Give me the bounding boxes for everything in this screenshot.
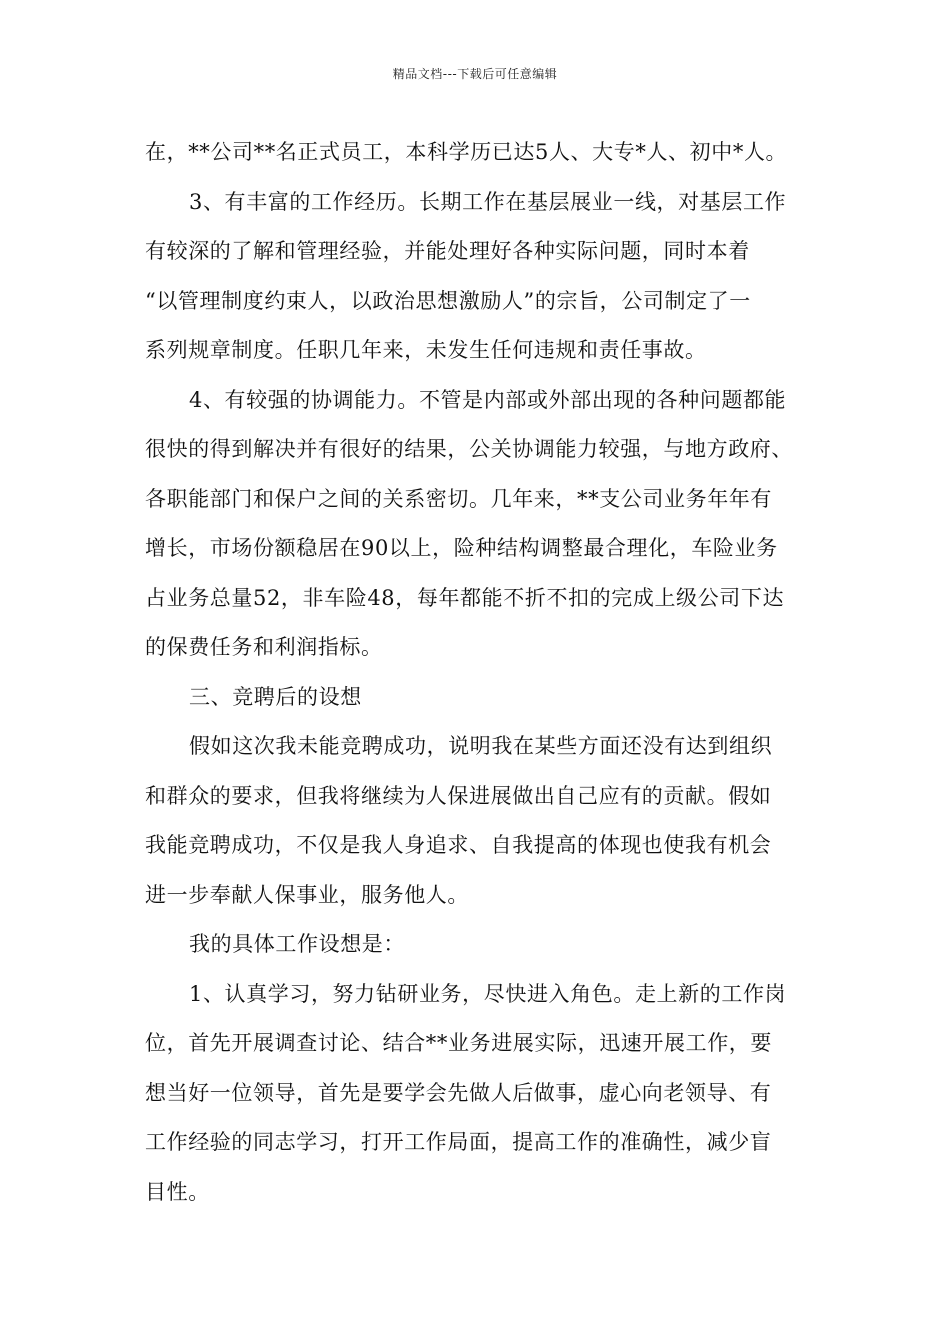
text-line: 占业务总量52，非车险48，每年都能不折不扣的完成上级公司下达 <box>145 585 785 610</box>
text-line: 想当好一位领导，首先是要学会先做人后做事，虚心向老领导、有 <box>145 1080 772 1105</box>
section-heading: 三、竞聘后的设想 <box>189 684 362 709</box>
text-line: 和群众的要求，但我将继续为人保进展做出自己应有的贡献。假如 <box>145 783 772 808</box>
text-line: 工作经验的同志学习，打开工作局面，提高工作的准确性，减少盲 <box>145 1130 772 1154</box>
document-body <box>145 128 810 1217</box>
text-line: 进一步奉献人保事业，服务他人。 <box>145 882 469 907</box>
page-header: 精品文档---下载后可任意编辑 <box>392 67 558 81</box>
paragraph-start-line: 3、有丰富的工作经历。长期工作在基层展业一线，对基层工作 <box>189 189 787 214</box>
text-line: 的保费任务和利润指标。 <box>145 635 383 659</box>
text-line: 很快的得到解决并有很好的结果，公关协调能力较强，与地方政府、 <box>145 437 793 461</box>
text-line: 各职能部门和保户之间的关系密切。几年来，**支公司业务年年有 <box>145 486 772 511</box>
text-line: 目性。 <box>145 1179 210 1204</box>
text-line: “以管理制度约束人，以政治思想激励人”的宗旨，公司制定了一 <box>145 288 751 313</box>
text-line: 在，**公司**名正式员工，本科学历已达5人、大专*人、初中*人。 <box>145 140 788 164</box>
text-line: 有较深的了解和管理经验，并能处理好各种实际问题，同时本着 <box>145 239 750 263</box>
paragraph-start-line: 假如这次我未能竞聘成功，说明我在某些方面还没有达到组织 <box>189 734 773 758</box>
text-line: 我能竞聘成功，不仅是我人身追求、自我提高的体现也使我有机会 <box>145 833 772 857</box>
text-line: 位，首先开展调查讨论、结合**业务进展实际，迅速开展工作，要 <box>145 1031 772 1055</box>
paragraph-start-line: 4、有较强的协调能力。不管是内部或外部出现的各种问题都能 <box>189 387 787 412</box>
text-line: 系列规章制度。任职几年来，未发生任何违规和责任事故。 <box>145 338 707 362</box>
text-line: 增长，市场份额稳居在90以上，险种结构调整最合理化，车险业务 <box>145 536 778 560</box>
paragraph-start-line: 1、认真学习，努力钻研业务，尽快进入角色。走上新的工作岗 <box>189 981 787 1006</box>
paragraph-start-line: 我的具体工作设想是： <box>189 932 405 956</box>
